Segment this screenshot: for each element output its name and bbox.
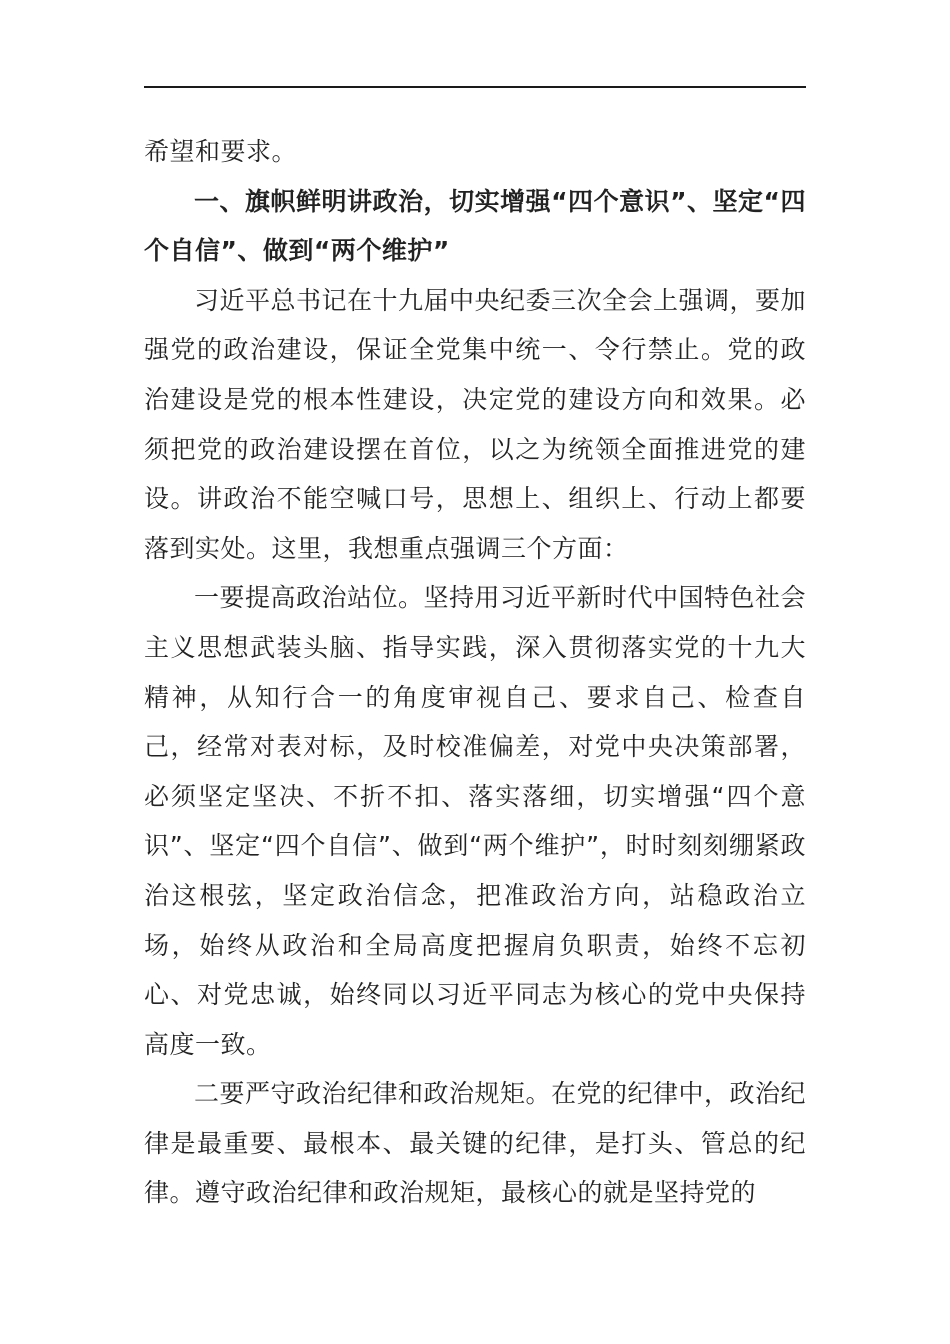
paragraph-continuation: 希望和要求。 [144, 137, 298, 166]
paragraph: 二要严守政治纪律和政治规矩。在党的纪律中，政治纪律是最重要、最根本、最关键的纪律，是打头、管总的纪律。遵守政治纪律和政治规矩，最核心的就是坚持党的 [144, 1079, 807, 1208]
document-body [144, 127, 806, 1218]
section-heading: 一、旗帜鲜明讲政治，切实增强“四个意识”、坚定“四个自信”、做到“两个维护” [144, 186, 806, 266]
paragraph: 习近平总书记在十九届中央纪委三次全会上强调，要加强党的政治建设，保证全党集中统一、令行禁止。党的政治建设是党的根本性建设，决定党的建设方向和效果。必须把党的政治建设摆在首位，以之为统领全面推进党的建设。讲政治不能空喊口号，思想上、组织上、行动上都要落到实处。这里，我想重点强调三个方面： [144, 285, 807, 563]
paragraph: 一要提高政治站位。坚持用习近平新时代中国特色社会主义思想武装头脑、指导实践，深入贯彻落实党的十九大精神，从知行合一的角度审视自己、要求自己、检查自己，经常对表对标，及时校准偏差，对党中央决策部署，必须坚定坚决、不折不扣、落实落细，切实增强“四个意识”、坚定“四个自信”、做到“两个维护”，时时刻刻绷紧政治这根弦，坚定政治信念，把准政治方向，站稳政治立场，始终从政治和全局高度把握肩负职责，始终不忘初心、对党忠诚，始终同以习近平同志为核心的党中央保持高度一致。 [144, 583, 807, 1059]
header-rule [144, 86, 806, 88]
